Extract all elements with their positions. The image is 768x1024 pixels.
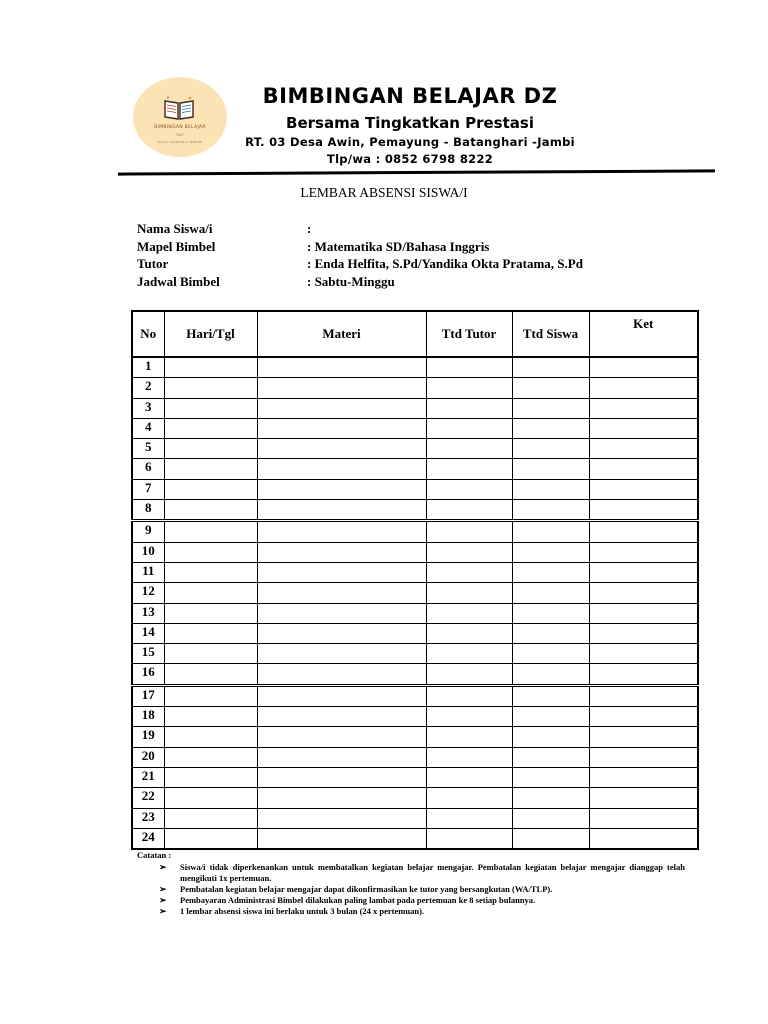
cell-student-signature [512, 418, 589, 438]
table-header-row [132, 311, 698, 357]
cell-no: 10 [132, 542, 164, 562]
cell-student-signature [512, 788, 589, 808]
logo-text-tagline: BASIC LEARNING CENTRE [157, 140, 203, 144]
notes-section [137, 850, 685, 917]
cell-notes [589, 418, 698, 438]
cell-material [257, 583, 426, 603]
cell-no: 7 [132, 479, 164, 499]
notes-heading: Catatan : [137, 850, 172, 860]
cell-notes [589, 500, 698, 521]
cell-no: 4 [132, 418, 164, 438]
cell-date [164, 808, 257, 828]
info-label-name: Nama Siswa/i [137, 221, 213, 236]
cell-tutor-signature [426, 644, 512, 664]
cell-date [164, 357, 257, 378]
note-text: 1 lembar absensi siswa ini berlaku untuk 3 bulan (24 x pertemuan). [180, 906, 425, 916]
note-item [137, 884, 685, 895]
cell-notes [589, 583, 698, 603]
cell-no: 19 [132, 727, 164, 747]
cell-no: 22 [132, 788, 164, 808]
cell-tutor-signature [426, 788, 512, 808]
cell-material [257, 418, 426, 438]
cell-student-signature [512, 542, 589, 562]
table-row [132, 644, 698, 664]
org-address: RT. 03 Desa Awin, Pemayung - Batanghari -Jambi [245, 135, 575, 149]
cell-notes [589, 398, 698, 418]
cell-student-signature [512, 603, 589, 623]
cell-student-signature [512, 623, 589, 643]
cell-material [257, 707, 426, 727]
col-header-notes: Ket [589, 311, 698, 357]
note-text: Pembayaran Administrasi Bimbel dilakukan paling lambat pada pertemuan ke 8 setiap bulannya. [180, 895, 536, 905]
cell-no: 21 [132, 767, 164, 787]
cell-material [257, 644, 426, 664]
table-row [132, 828, 698, 849]
cell-material [257, 521, 426, 542]
cell-date [164, 521, 257, 542]
cell-material [257, 685, 426, 706]
cell-date [164, 767, 257, 787]
info-label-tutor: Tutor [137, 256, 169, 271]
info-value-name: : [307, 221, 312, 236]
cell-tutor-signature [426, 439, 512, 459]
arrow-bullet-icon: ➢ [159, 862, 167, 872]
cell-material [257, 562, 426, 582]
org-phone: Tlp/wa : 0852 6798 8222 [326, 152, 494, 166]
cell-notes [589, 727, 698, 747]
table-row [132, 808, 698, 828]
cell-tutor-signature [426, 808, 512, 828]
cell-no: 16 [132, 664, 164, 685]
cell-date [164, 583, 257, 603]
table-row [132, 707, 698, 727]
cell-notes [589, 767, 698, 787]
cell-date [164, 644, 257, 664]
cell-notes [589, 562, 698, 582]
cell-tutor-signature [426, 378, 512, 398]
cell-student-signature [512, 644, 589, 664]
cell-student-signature [512, 521, 589, 542]
cell-tutor-signature [426, 707, 512, 727]
cell-date [164, 747, 257, 767]
cell-date [164, 664, 257, 685]
table-row [132, 439, 698, 459]
table-row [132, 378, 698, 398]
cell-tutor-signature [426, 603, 512, 623]
cell-notes [589, 542, 698, 562]
book-icon [163, 95, 195, 121]
cell-material [257, 357, 426, 378]
cell-notes [589, 378, 698, 398]
table-row [132, 398, 698, 418]
cell-student-signature [512, 727, 589, 747]
table-row [132, 357, 698, 378]
info-label-schedule: Jadwal Bimbel [137, 273, 220, 289]
cell-no: 15 [132, 644, 164, 664]
cell-student-signature [512, 583, 589, 603]
cell-tutor-signature [426, 664, 512, 685]
cell-student-signature [512, 500, 589, 521]
cell-material [257, 603, 426, 623]
cell-student-signature [512, 808, 589, 828]
cell-tutor-signature [426, 479, 512, 499]
table-row [132, 603, 698, 623]
cell-date [164, 828, 257, 849]
table-row [132, 542, 698, 562]
table-row [132, 562, 698, 582]
table-row [132, 623, 698, 643]
cell-no: 5 [132, 439, 164, 459]
cell-notes [589, 747, 698, 767]
cell-date [164, 418, 257, 438]
cell-notes [589, 459, 698, 479]
notes-list [137, 862, 685, 917]
cell-notes [589, 479, 698, 499]
cell-date [164, 479, 257, 499]
cell-date [164, 788, 257, 808]
cell-notes [589, 664, 698, 685]
cell-tutor-signature [426, 767, 512, 787]
cell-student-signature [512, 767, 589, 787]
col-header-student-signature: Ttd Siswa [512, 311, 589, 357]
cell-material [257, 808, 426, 828]
cell-tutor-signature [426, 828, 512, 849]
cell-tutor-signature [426, 459, 512, 479]
cell-material [257, 767, 426, 787]
cell-material [257, 727, 426, 747]
cell-student-signature [512, 828, 589, 849]
cell-date [164, 685, 257, 706]
cell-no: 2 [132, 378, 164, 398]
cell-material [257, 459, 426, 479]
header-divider [118, 169, 715, 175]
cell-tutor-signature [426, 521, 512, 542]
table-row [132, 767, 698, 787]
note-item [137, 862, 685, 884]
org-tagline: Bersama Tingkatkan Prestasi [286, 114, 534, 132]
cell-notes [589, 808, 698, 828]
info-label-subject: Mapel Bimbel [137, 238, 216, 254]
table-row [132, 727, 698, 747]
cell-tutor-signature [426, 583, 512, 603]
cell-tutor-signature [426, 542, 512, 562]
info-value-schedule: : Sabtu-Minggu [307, 273, 395, 289]
col-header-date: Hari/Tgl [164, 311, 257, 357]
cell-tutor-signature [426, 727, 512, 747]
cell-date [164, 562, 257, 582]
cell-notes [589, 707, 698, 727]
cell-tutor-signature [426, 418, 512, 438]
cell-no: 9 [132, 521, 164, 542]
cell-date [164, 542, 257, 562]
cell-no: 11 [132, 562, 164, 582]
cell-tutor-signature [426, 623, 512, 643]
table-row [132, 521, 698, 542]
attendance-table [131, 310, 699, 850]
note-text: Pembatalan kegiatan belajar mengajar dapat dikonfirmasikan ke tutor yang bersangkutan (WA/TLP). [180, 884, 553, 894]
cell-student-signature [512, 707, 589, 727]
cell-notes [589, 357, 698, 378]
cell-tutor-signature [426, 685, 512, 706]
cell-tutor-signature [426, 747, 512, 767]
cell-material [257, 664, 426, 685]
cell-student-signature [512, 747, 589, 767]
note-text: Siswa/i tidak diperkenankan untuk membatalkan kegiatan belajar mengajar. Pembatalan kegiatan belajar mengajar dianggap telah mengikuti 1x pertemuan. [180, 862, 685, 883]
cell-student-signature [512, 357, 589, 378]
cell-student-signature [512, 398, 589, 418]
cell-student-signature [512, 459, 589, 479]
cell-no: 8 [132, 500, 164, 521]
cell-material [257, 398, 426, 418]
cell-material [257, 542, 426, 562]
cell-notes [589, 788, 698, 808]
note-item [137, 895, 685, 906]
cell-material [257, 500, 426, 521]
cell-date [164, 398, 257, 418]
cell-notes [589, 685, 698, 706]
table-row [132, 583, 698, 603]
cell-no: 6 [132, 459, 164, 479]
cell-tutor-signature [426, 357, 512, 378]
info-value-tutor: : Enda Helfita, S.Pd/Yandika Okta Pratama, S.Pd [307, 256, 583, 271]
col-header-no: No [132, 311, 164, 357]
cell-notes [589, 644, 698, 664]
cell-material [257, 439, 426, 459]
table-row [132, 500, 698, 521]
cell-material [257, 828, 426, 849]
cell-date [164, 378, 257, 398]
cell-date [164, 439, 257, 459]
cell-student-signature [512, 685, 589, 706]
cell-notes [589, 623, 698, 643]
col-header-material: Materi [257, 311, 426, 357]
cell-material [257, 747, 426, 767]
org-title: BIMBINGAN BELAJAR DZ [262, 84, 558, 108]
logo-text-dz: "DZ" [175, 133, 185, 137]
cell-no: 3 [132, 398, 164, 418]
cell-tutor-signature [426, 398, 512, 418]
cell-no: 17 [132, 685, 164, 706]
arrow-bullet-icon: ➢ [159, 895, 167, 905]
cell-material [257, 479, 426, 499]
cell-material [257, 378, 426, 398]
cell-material [257, 788, 426, 808]
cell-date [164, 500, 257, 521]
cell-notes [589, 439, 698, 459]
table-row [132, 459, 698, 479]
logo-text: BIMBINGAN BELAJAR [154, 125, 206, 130]
cell-no: 24 [132, 828, 164, 849]
cell-no: 12 [132, 583, 164, 603]
cell-no: 20 [132, 747, 164, 767]
note-item [137, 906, 685, 917]
cell-student-signature [512, 664, 589, 685]
cell-material [257, 623, 426, 643]
cell-no: 23 [132, 808, 164, 828]
cell-no: 1 [132, 357, 164, 378]
table-row [132, 747, 698, 767]
cell-notes [589, 603, 698, 623]
arrow-bullet-icon: ➢ [159, 884, 167, 894]
cell-tutor-signature [426, 562, 512, 582]
cell-student-signature [512, 439, 589, 459]
table-row [132, 788, 698, 808]
table-row [132, 664, 698, 685]
document-title: LEMBAR ABSENSI SISWA/I [300, 185, 468, 200]
cell-notes [589, 828, 698, 849]
col-header-tutor-signature: Ttd Tutor [426, 311, 512, 357]
cell-tutor-signature [426, 500, 512, 521]
cell-date [164, 459, 257, 479]
table-row [132, 479, 698, 499]
cell-date [164, 603, 257, 623]
cell-student-signature [512, 562, 589, 582]
cell-student-signature [512, 378, 589, 398]
cell-date [164, 727, 257, 747]
info-value-subject: : Matematika SD/Bahasa Inggris [307, 238, 490, 254]
cell-notes [589, 521, 698, 542]
cell-no: 13 [132, 603, 164, 623]
cell-no: 14 [132, 623, 164, 643]
arrow-bullet-icon: ➢ [159, 906, 167, 916]
cell-no: 18 [132, 707, 164, 727]
cell-date [164, 623, 257, 643]
table-row [132, 685, 698, 706]
cell-date [164, 707, 257, 727]
table-row [132, 418, 698, 438]
cell-student-signature [512, 479, 589, 499]
